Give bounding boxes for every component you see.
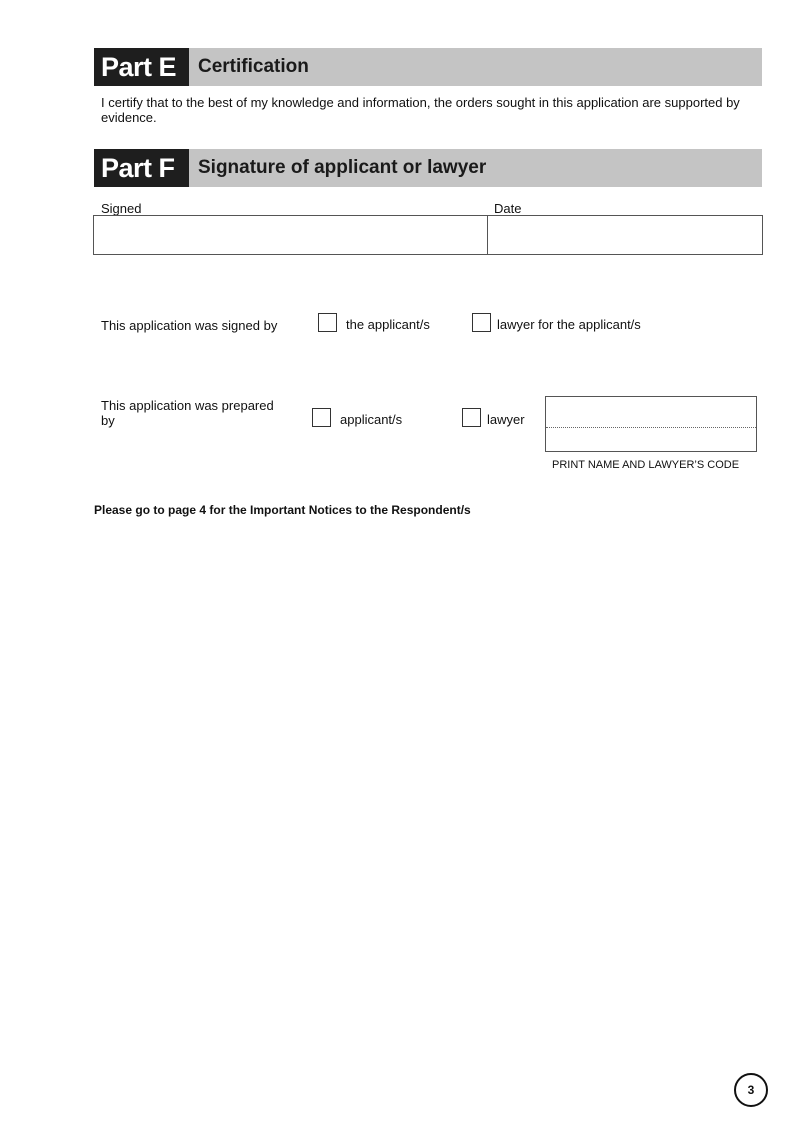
signature-date-box: [93, 215, 763, 255]
signed-by-lawyer-label: lawyer for the applicant/s: [497, 317, 641, 332]
certification-text: I certify that to the best of my knowledge and information, the orders sought in this application are supported by evidence.: [101, 95, 740, 125]
signed-by-label: This application was signed by: [101, 318, 278, 333]
date-label: Date: [494, 201, 522, 216]
part-e-title: Certification: [198, 56, 309, 77]
name-box-dotted-line: [546, 427, 756, 428]
date-field[interactable]: [488, 216, 762, 254]
part-f-tag: Part F: [94, 149, 189, 187]
part-e-header: [94, 48, 762, 86]
part-f-header: [94, 149, 762, 187]
prepared-by-label: This application was prepared by: [101, 398, 274, 428]
signed-by-lawyer-checkbox[interactable]: [472, 313, 491, 332]
print-name-caption: PRINT NAME AND LAWYER’S CODE: [552, 459, 740, 471]
signed-by-applicant-label: the applicant/s: [346, 317, 430, 332]
prepared-by-lawyer-label: lawyer: [487, 412, 525, 427]
print-name-lawyer-code-box[interactable]: [545, 396, 757, 452]
page-4-notice: Please go to page 4 for the Important Notices to the Respondent/s: [94, 503, 471, 517]
prepared-by-lawyer-checkbox[interactable]: [462, 408, 481, 427]
part-e-tag: Part E: [94, 48, 189, 86]
signed-label: Signed: [101, 201, 142, 216]
part-f-title: Signature of applicant or lawyer: [198, 157, 487, 178]
signed-by-applicant-checkbox[interactable]: [318, 313, 337, 332]
prepared-by-applicant-checkbox[interactable]: [312, 408, 331, 427]
page-number: 3: [734, 1073, 768, 1107]
prepared-by-applicant-label: applicant/s: [340, 412, 403, 427]
signed-field[interactable]: [94, 216, 487, 254]
